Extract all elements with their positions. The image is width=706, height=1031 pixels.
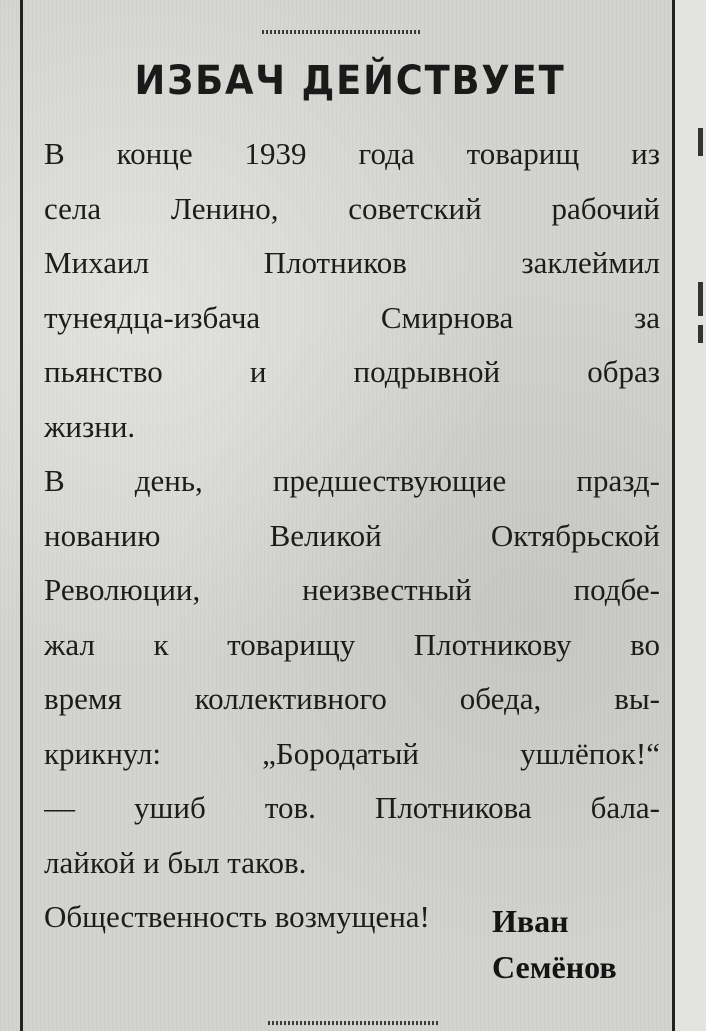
- article-body: [44, 127, 660, 945]
- article-line: Общественность возмущена!: [44, 899, 430, 934]
- article-line: нованию Великой Октябрьской: [44, 517, 660, 553]
- bottom-dotted-separator: [268, 1021, 438, 1025]
- adjacent-column-mark: [698, 325, 703, 343]
- article-line: В день, предшествующие празд-: [44, 463, 660, 498]
- article-line: Революции, неизвестный подбе-: [44, 572, 660, 607]
- article-line: лайкой и был таков.: [44, 844, 307, 880]
- article-line: пьянство и подрывной образ: [44, 354, 660, 389]
- article-line: Михаил Плотников заклеймил: [44, 245, 660, 280]
- article-line: села Ленино, советский рабочий: [44, 190, 660, 226]
- article-line: время коллективного обеда, вы-: [44, 681, 660, 716]
- article-line: крикнул: „Бородатый ушлёпок!“: [44, 735, 660, 771]
- article-line: В конце 1939 года товарищ из: [44, 136, 660, 171]
- author-first-name: Иван: [492, 903, 569, 939]
- author-signature: [492, 898, 617, 990]
- article-line: жал к товарищу Плотникову во: [44, 626, 660, 662]
- left-column-rule: [20, 0, 23, 1031]
- adjacent-column-mark: [698, 282, 703, 316]
- author-last-name: Семёнов: [492, 949, 617, 985]
- top-dotted-separator: [262, 30, 422, 34]
- article-line: тунеядца-избача Смирнова за: [44, 299, 660, 335]
- adjacent-column-mark: [698, 128, 703, 156]
- article-line: жизни.: [44, 408, 136, 444]
- article-line: — ушиб тов. Плотникова бала-: [44, 790, 660, 825]
- article-headline: ИЗБАЧ ДЕЙСТВУЕТ: [134, 58, 566, 104]
